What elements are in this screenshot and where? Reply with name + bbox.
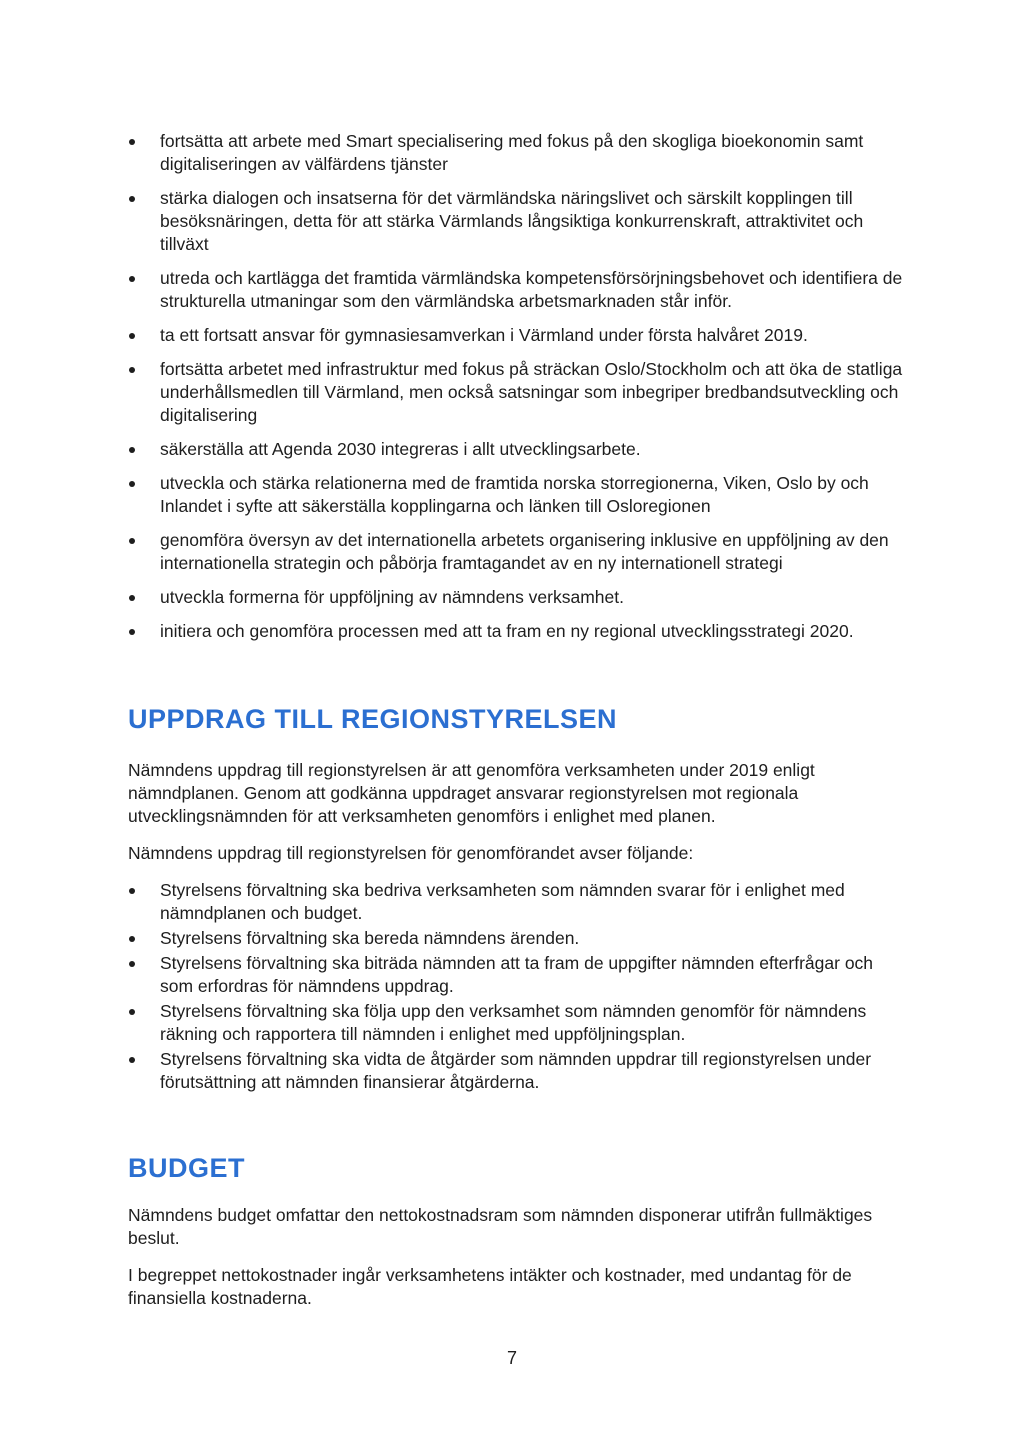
uppdrag-paragraph-1: Nämndens uppdrag till regionstyrelsen är att genomföra verksamheten under 2019 enligt nämndplanen. Genom att godkänna uppdraget ansvarar regionstyrelsen mot regionala utvecklingsnämnden för att verksamheten genomförs i enlighet med planen.: [128, 760, 815, 826]
budget-paragraph-2: I begreppet nettokostnader ingår verksamhetens intäkter och kostnader, med undantag för de finansiella kostnaderna.: [128, 1265, 852, 1308]
section-heading-uppdrag: UPPDRAG TILL REGIONSTYRELSEN: [128, 704, 618, 734]
list-item: utveckla och stärka relationerna med de framtida norska storregionerna, Viken, Oslo by och Inlandet i syfte att säkerställa kopplingarna och länken till Osloregionen: [128, 472, 904, 518]
section-heading-budget: BUDGET: [128, 1153, 245, 1183]
uppdrag-list: [128, 879, 904, 1094]
budget-paragraph-1: Nämndens budget omfattar den nettokostnadsram som nämnden disponerar utifrån fullmäktiges beslut.: [128, 1205, 873, 1248]
list-item: Styrelsens förvaltning ska bereda nämndens ärenden.: [128, 927, 904, 950]
list-item: Styrelsens förvaltning ska biträda nämnden att ta fram de uppgifter nämnden efterfrågar och som erfordras för nämndens uppdrag.: [128, 952, 904, 998]
list-item: utreda och kartlägga det framtida värmländska kompetensförsörjningsbehovet och identifiera de strukturella utmaningar som den värmländska arbetsmarknaden står inför.: [128, 267, 904, 313]
goals-list: [128, 130, 904, 643]
list-item: säkerställa att Agenda 2030 integreras i allt utvecklingsarbete.: [128, 438, 904, 461]
list-item: utveckla formerna för uppföljning av nämndens verksamhet.: [128, 586, 904, 609]
list-item: fortsätta arbetet med infrastruktur med fokus på sträckan Oslo/Stockholm och att öka de statliga underhållsmedlen till Värmland, men också satsningar som inbegriper bredbandsutveckling och digitalisering: [128, 358, 904, 427]
list-item: stärka dialogen och insatserna för det värmländska näringslivet och särskilt kopplingen till besöksnäringen, detta för att stärka Värmlands långsiktiga konkurrenskraft, attraktivitet och tillväxt: [128, 187, 904, 256]
list-item: Styrelsens förvaltning ska vidta de åtgärder som nämnden uppdrar till regionstyrelsen under förutsättning att nämnden finansierar åtgärderna.: [128, 1048, 904, 1094]
page-number: 7: [506, 1348, 517, 1368]
list-item: Styrelsens förvaltning ska bedriva verksamheten som nämnden svarar för i enlighet med nämndplanen och budget.: [128, 879, 904, 925]
list-item: Styrelsens förvaltning ska följa upp den verksamhet som nämnden genomför för nämndens räkning och rapportera till nämnden i enlighet med uppföljningsplan.: [128, 1000, 904, 1046]
list-item: initiera och genomföra processen med att ta fram en ny regional utvecklingsstrategi 2020.: [128, 620, 904, 643]
uppdrag-paragraph-2: Nämndens uppdrag till regionstyrelsen för genomförandet avser följande:: [128, 843, 694, 863]
list-item: ta ett fortsatt ansvar för gymnasiesamverkan i Värmland under första halvåret 2019.: [128, 324, 904, 347]
list-item: fortsätta att arbete med Smart specialisering med fokus på den skogliga bioekonomin samt digitaliseringen av välfärdens tjänster: [128, 130, 904, 176]
list-item: genomföra översyn av det internationella arbetets organisering inklusive en uppföljning av den internationella strategin och påbörja framtagandet av en ny internationell strategi: [128, 529, 904, 575]
